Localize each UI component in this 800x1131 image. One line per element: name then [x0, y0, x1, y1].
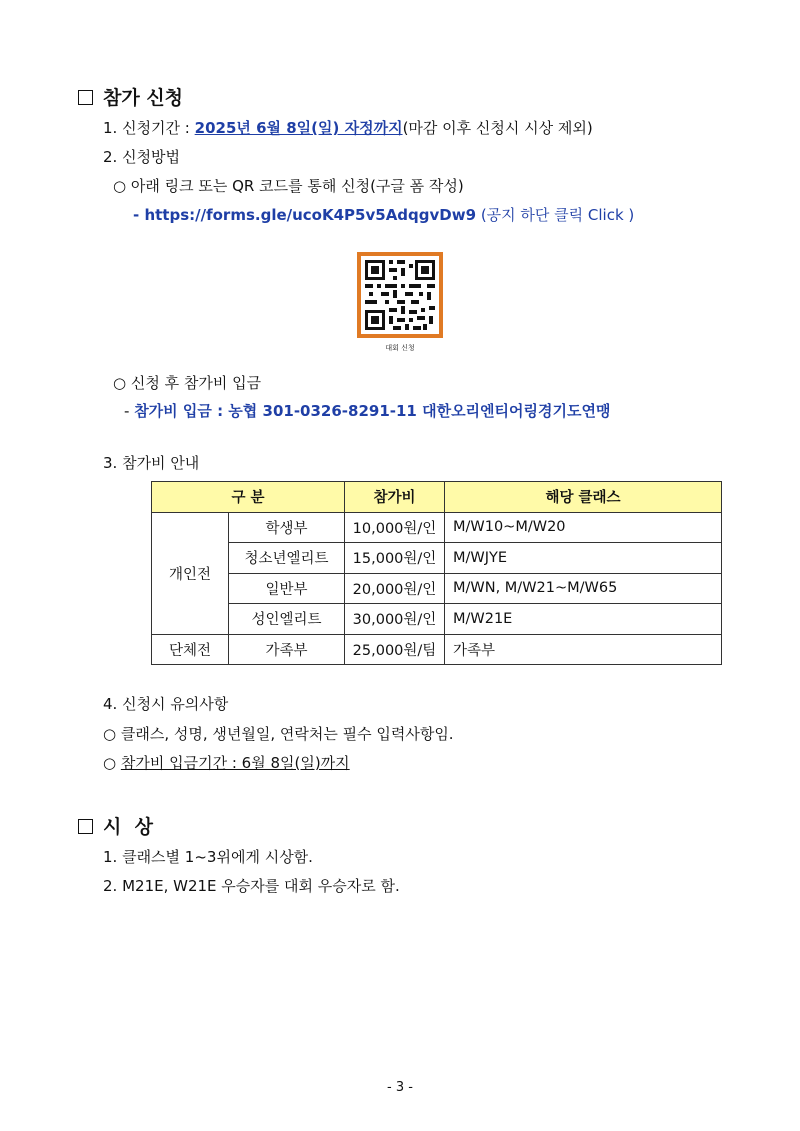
- qr-code[interactable]: [357, 252, 443, 338]
- qr-code-pattern-icon: [361, 256, 439, 334]
- registration-period: 1. 신청기간 : 2025년 6월 8일(일) 자정까지(마감 이후 신청시 시상 제외): [103, 119, 593, 137]
- notes-bullet-deposit-period: ○ 참가비 입금기간 : 6월 8일(일)까지: [103, 754, 350, 772]
- form-link-line: - https://forms.gle/ucoK4P5v5AdqgvDw9 (공지 하단 클릭 Click ): [133, 206, 635, 224]
- classes-cell: M/W21E: [445, 604, 722, 635]
- fee-cell: 15,000원/인: [345, 543, 445, 574]
- category-cell: 일반부: [229, 573, 345, 604]
- table-row: [152, 512, 722, 543]
- fee-table: [151, 481, 722, 665]
- checkbox-square-icon: [78, 90, 93, 105]
- section-heading-registration: 참가 신청: [78, 83, 183, 110]
- notes-bullet-required-fields: ○ 클래스, 성명, 생년월일, 연락처는 필수 입력사항임.: [103, 725, 454, 743]
- classes-cell: M/WN, M/W21~M/W65: [445, 573, 722, 604]
- classes-cell: M/WJYE: [445, 543, 722, 574]
- fee-cell: 25,000원/팀: [345, 634, 445, 665]
- award-item-2: 2. M21E, W21E 우승자를 대회 우승자로 함.: [103, 877, 400, 895]
- category-cell: 가족부: [229, 634, 345, 665]
- group-team: 단체전: [152, 634, 229, 665]
- method-bullet-link-or-qr: ○ 아래 링크 또는 QR 코드를 통해 신청(구글 폼 작성): [113, 177, 464, 195]
- page-number: - 3 -: [387, 1080, 413, 1095]
- google-form-link[interactable]: https://forms.gle/ucoK4P5v5AdqgvDw9: [144, 206, 477, 224]
- table-row: [152, 543, 722, 574]
- registration-method-label: 2. 신청방법: [103, 148, 181, 166]
- category-cell: 청소년엘리트: [229, 543, 345, 574]
- deadline-highlight: 2025년 6월 8일(일) 자정까지: [194, 119, 403, 137]
- checkbox-square-icon: [78, 819, 93, 834]
- fee-guide-label: 3. 참가비 안내: [103, 454, 200, 472]
- group-individual: 개인전: [152, 512, 229, 634]
- header-category: 구 분: [152, 482, 345, 513]
- table-header-row: [152, 482, 722, 513]
- category-cell: 성인엘리트: [229, 604, 345, 635]
- header-fee: 참가비: [345, 482, 445, 513]
- fee-cell: 30,000원/인: [345, 604, 445, 635]
- section-heading-awards: 시 상: [78, 812, 153, 839]
- category-cell: 학생부: [229, 512, 345, 543]
- fee-cell: 10,000원/인: [345, 512, 445, 543]
- table-row: [152, 634, 722, 665]
- qr-caption: 대회 신청: [385, 344, 415, 352]
- table-row: [152, 604, 722, 635]
- deposit-bullet: ○ 신청 후 참가비 입금: [113, 374, 262, 392]
- deposit-account-line: - 참가비 입금 : 농협 301-0326-8291-11 대한오리엔티어링경기도연맹: [124, 402, 611, 420]
- table-row: [152, 573, 722, 604]
- fee-cell: 20,000원/인: [345, 573, 445, 604]
- award-item-1: 1. 클래스별 1~3위에게 시상함.: [103, 848, 313, 866]
- classes-cell: 가족부: [445, 634, 722, 665]
- header-classes: 해당 클래스: [445, 482, 722, 513]
- notes-label: 4. 신청시 유의사항: [103, 695, 229, 713]
- classes-cell: M/W10~M/W20: [445, 512, 722, 543]
